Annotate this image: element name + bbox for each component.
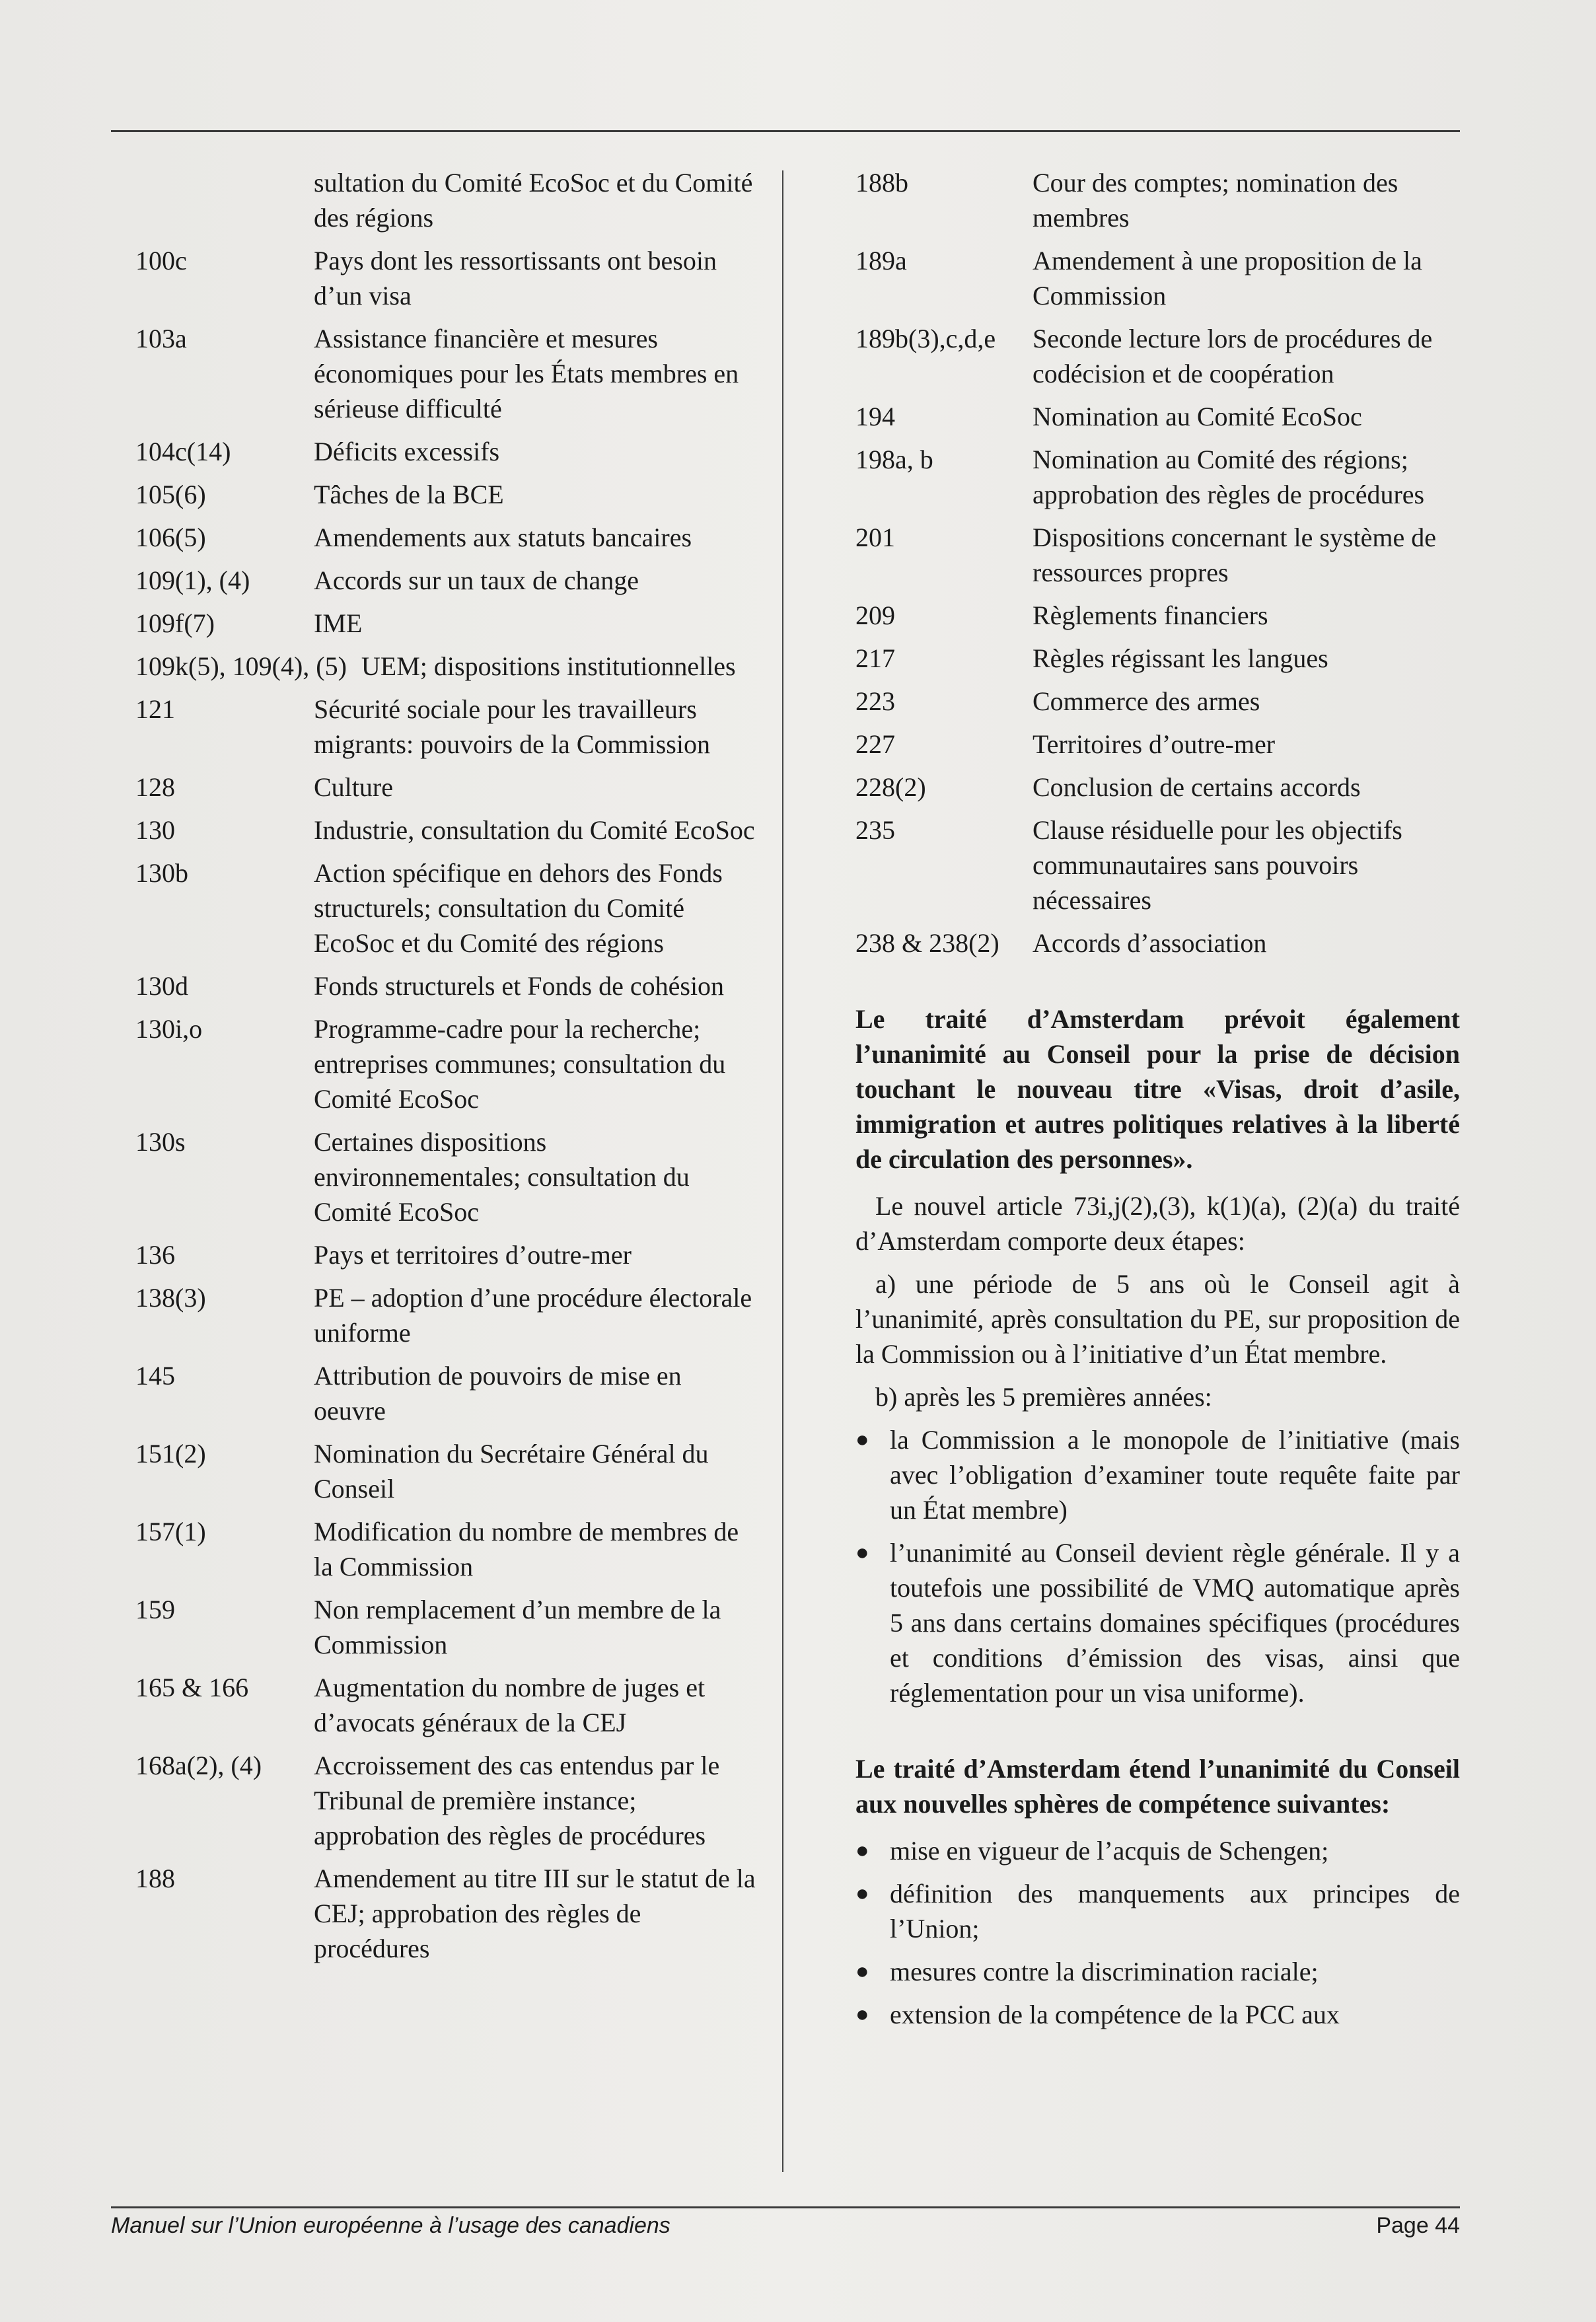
article-number: 121 [135,694,175,724]
article-description: Sécurité sociale pour les travailleurs migrants: pouvoirs de la Commission [314,694,710,759]
bottom-rule [111,2206,1460,2208]
article-row [855,321,1460,391]
article-description: Règles régissant les langues [1033,643,1328,673]
article-number: 130i,o [135,1014,203,1044]
article-row [135,1124,756,1229]
bullet-dot-icon: ● [855,1541,869,1565]
article-row [855,770,1460,805]
bullet-text: mesures contre la discrimination raciale; [890,1957,1319,1986]
article-number: 109(1), (4) [135,565,250,595]
article-row [135,1670,756,1740]
article-row [855,813,1460,918]
article-number: 109k(5), 109(4), (5) [135,651,347,681]
article-description: Règlements financiers [1033,600,1268,630]
article-description: IME [314,608,363,638]
article-row [135,649,756,684]
article-row [855,641,1460,676]
article-description: Conclusion de certains accords [1033,772,1361,802]
article-description: Territoires d’outre-mer [1033,729,1276,759]
article-number: 145 [135,1361,175,1391]
article-description: Tâches de la BCE [314,480,504,509]
article-row [135,563,756,598]
article-number: 130s [135,1127,186,1157]
article-row [135,1592,756,1662]
article-description: Amendements aux statuts bancaires [314,523,692,552]
article-row [135,1861,756,1966]
article-description: Accords d’association [1033,928,1267,958]
stage-b-paragraph: b) après les 5 premières années: [875,1382,1212,1412]
article-number: 209 [855,600,895,630]
article-description: Action spécifique en dehors des Fonds structurels; consultation du Comité EcoSoc et du Comité des régions [314,858,723,958]
article-row [135,243,756,313]
bullet-dot-icon: ● [855,1428,869,1452]
bullet-dot-icon: ● [855,1959,869,1984]
article-description: Modification du nombre de membres de la Commission [314,1517,739,1581]
article-description: Pays et territoires d’outre-mer [314,1240,632,1270]
bullet-item [855,1876,1460,1946]
article-number: 130d [135,971,188,1001]
article-73-paragraph: Le nouvel article 73i,j(2),(3), k(1)(a), (2)(a) du traité d’Amsterdam comporte deux étapes: [855,1191,1460,1256]
article-row [855,165,1460,235]
article-row [135,321,756,426]
bullet-item [855,1997,1460,2032]
article-number: 100c [135,246,187,275]
article-row [135,477,756,512]
article-number: 103a [135,324,187,353]
article-description: Nomination au Comité EcoSoc [1033,402,1362,431]
article-description: Programme-cadre pour la recherche; entreprises communes; consultation du Comité EcoSoc [314,1014,726,1114]
article-number: 189a [855,246,907,275]
article-description: Accroissement des cas entendus par le Tribunal de première instance; approbation des règles de procédures [314,1751,720,1850]
article-row [135,1514,756,1584]
article-number: 235 [855,815,895,845]
article-row [855,684,1460,719]
article-number: 228(2) [855,772,926,802]
bullet-text: l’unanimité au Conseil devient règle générale. Il y a toutefois une possibilité de VMQ automatique après 5 ans dans certains domaines spécifiques (procédures et conditions d’émission des visas, ainsi que réglementation pour un visa uniforme). [890,1538,1460,1708]
article-description: Dispositions concernant le système de ressources propres [1033,523,1436,587]
article-row [855,243,1460,313]
article-row [135,968,756,1003]
amsterdam-unanimity-heading: Le traité d’Amsterdam prévoit également l’unanimité au Conseil pour la prise de décision touchant le nouveau titre «Visas, droit d’asile, immigration et autres politiques relatives à la liberté de circulation des personnes». [855,1004,1460,1174]
article-row [135,434,756,469]
article-number: 201 [855,523,895,552]
article-row [855,727,1460,762]
bullet-dot-icon: ● [855,1881,869,1906]
bullet-item [855,1535,1460,1710]
article-number: 188b [855,168,908,198]
article-description: Seconde lecture lors de procédures de codécision et de coopération [1033,324,1433,388]
page-number: Page 44 [1376,2213,1460,2238]
article-number: 104c(14) [135,437,231,466]
article-number: 227 [855,729,895,759]
right-article-list [855,165,1460,961]
article-row [135,692,756,762]
article-number: 238 & 238(2) [855,928,999,958]
article-row [135,606,756,641]
article-description: Augmentation du nombre de juges et d’avocats généraux de la CEJ [314,1673,706,1737]
article-description: Amendement au titre III sur le statut de la CEJ; approbation des règles de procédures [314,1864,756,1963]
bullet-item [855,1422,1460,1527]
article-number: 138(3) [135,1283,206,1313]
article-description: Clause résiduelle pour les objectifs communautaires sans pouvoirs nécessaires [1033,815,1402,915]
article-number: 136 [135,1240,175,1270]
article-number: 128 [135,772,175,802]
article-description: Nomination du Secrétaire Général du Conseil [314,1439,709,1504]
article-row [135,1358,756,1428]
article-row [135,1011,756,1116]
bullet-text: extension de la compétence de la PCC aux [890,2000,1340,2029]
article-row [135,1436,756,1506]
article-description: Attribution de pouvoirs de mise en oeuvre [314,1361,682,1426]
article-description: Amendement à une proposition de la Commission [1033,246,1422,310]
stage-b-bullets [855,1422,1460,1710]
article-number: 157(1) [135,1517,206,1546]
article-row [855,598,1460,633]
article-number: 109f(7) [135,608,215,638]
article-row [135,1237,756,1272]
top-rule [111,130,1460,132]
article-description: Nomination au Comité des régions; approbation des règles de procédures [1033,445,1425,509]
competence-bullets [855,1833,1460,2032]
article-number: 130 [135,815,175,845]
article-number: 105(6) [135,480,206,509]
article-description: Certaines dispositions environnementales; consultation du Comité EcoSoc [314,1127,690,1227]
article-row [135,770,756,805]
article-number: 188 [135,1864,175,1893]
article-description: Industrie, consultation du Comité EcoSoc [314,815,755,845]
article-row [135,520,756,555]
article-row [135,165,756,235]
article-description: Commerce des armes [1033,686,1260,716]
bullet-item [855,1954,1460,1989]
article-number: 223 [855,686,895,716]
article-row [855,520,1460,590]
article-description: Déficits excessifs [314,437,500,466]
article-number: 130b [135,858,188,888]
article-description: UEM; dispositions institutionnelles [361,651,736,681]
article-description: Cour des comptes; nomination des membres [1033,168,1398,233]
bullet-text: mise en vigueur de l’acquis de Schengen; [890,1836,1329,1866]
bullet-item [855,1833,1460,1868]
article-number: 189b(3),c,d,e [855,324,996,353]
article-number: 168a(2), (4) [135,1751,262,1780]
article-description: Fonds structurels et Fonds de cohésion [314,971,725,1001]
bullet-dot-icon: ● [855,1838,869,1863]
article-description: PE – adoption d’une procédure électorale uniforme [314,1283,752,1348]
column-divider [782,170,783,2172]
article-row [135,813,756,848]
article-description: Non remplacement d’un membre de la Commission [314,1595,721,1659]
bullet-dot-icon: ● [855,2002,869,2027]
new-competences-heading: Le traité d’Amsterdam étend l’unanimité du Conseil aux nouvelles sphères de compétence suivantes: [855,1754,1460,1819]
article-row [135,1280,756,1350]
article-number: 217 [855,643,895,673]
article-number [135,165,314,235]
article-number: 151(2) [135,1439,206,1469]
article-description: Accords sur un taux de change [314,565,639,595]
article-row [855,925,1460,961]
article-row [135,855,756,961]
bullet-text: la Commission a le monopole de l’initiative (mais avec l’obligation d’examiner toute requête faite par un État membre) [890,1425,1460,1525]
article-row [855,399,1460,434]
article-description: sultation du Comité EcoSoc et du Comité des régions [314,168,753,233]
article-description: Pays dont les ressortissants ont besoin d’un visa [314,246,717,310]
article-number: 198a, b [855,445,933,474]
article-number: 194 [855,402,895,431]
stage-a-paragraph: a) une période de 5 ans où le Conseil agit à l’unanimité, après consultation du PE, sur proposition de la Commission ou à l’initiative d’un État membre. [855,1269,1460,1369]
article-number: 106(5) [135,523,206,552]
article-row [855,442,1460,512]
right-column [855,165,1460,2040]
article-row [135,1748,756,1853]
footer-title: Manuel sur l’Union européenne à l’usage des canadiens [111,2213,671,2238]
article-number: 165 & 166 [135,1673,249,1702]
article-description: Assistance financière et mesures économiques pour les États membres en sérieuse difficulté [314,324,739,423]
left-column [135,165,756,1974]
bullet-text: définition des manquements aux principes de l’Union; [890,1879,1460,1943]
article-number: 159 [135,1595,175,1624]
article-description: Culture [314,772,393,802]
